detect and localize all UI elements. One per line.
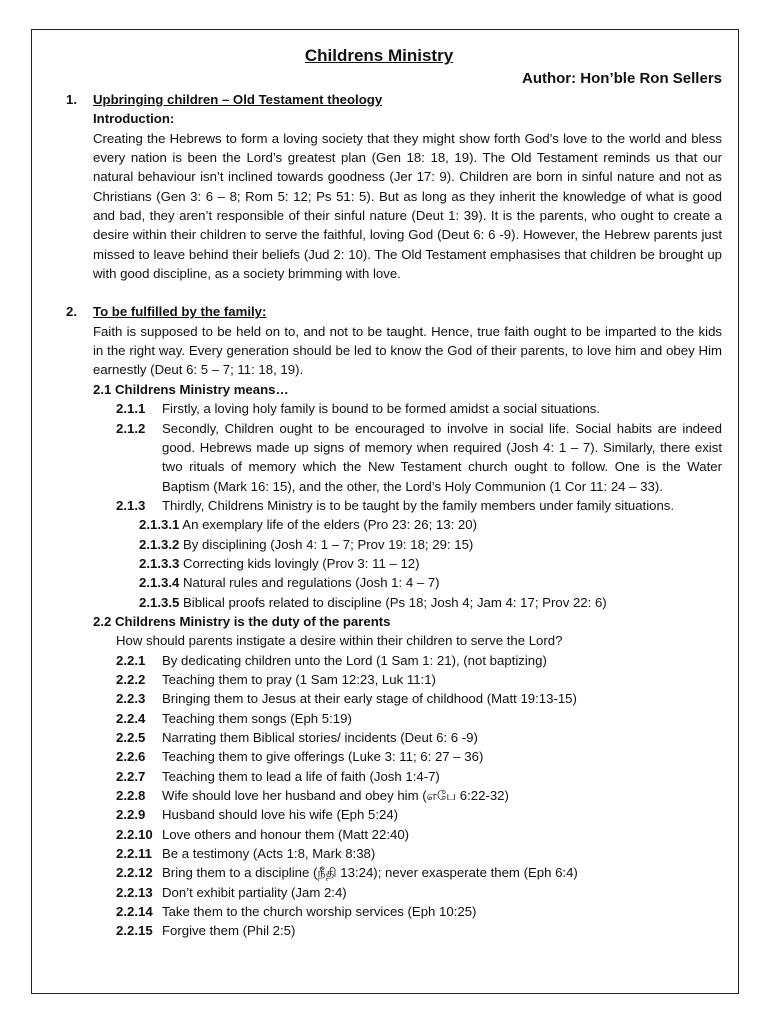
list-item: [66, 651, 722, 670]
list-item: [66, 515, 722, 534]
document-title: Childrens Ministry: [304, 46, 454, 65]
subsection-2-2-heading: 2.2 Childrens Ministry is the duty of the parents: [93, 613, 391, 629]
list-item-text: Natural rules and regulations (Josh 1: 4 – 7): [179, 575, 440, 591]
list-item-text: Biblical proofs related to discipline (Ps 18; Josh 4; Jam 4: 17; Prov 22: 6): [179, 594, 607, 610]
list-item: [66, 844, 722, 863]
list-item-number: 2.2.12: [116, 865, 153, 881]
list-item-text: Firstly, a loving holy family is bound to be formed amidst a social situations.: [162, 401, 601, 417]
list-item: [66, 902, 722, 921]
list-item-text: Bring them to a discipline (நீதி 13:24); never exasperate them (Eph 6:4): [162, 865, 578, 881]
list-item-text: Husband should love his wife (Eph 5:24): [162, 807, 399, 823]
list-item-text: By dedicating children unto the Lord (1 Sam 1: 21), (not baptizing): [162, 652, 547, 668]
list-item: [66, 689, 722, 708]
list-item-number: 2.1.1: [116, 401, 146, 417]
section-2-paragraph: Faith is supposed to be held on to, and not to be taught. Hence, true faith ought to be imparted to the kids in the right way. Every generation should be led to know the God of their parents, to love him and obey Him earnestly (Deut 6: 5 – 7; 11: 18, 19).: [93, 323, 722, 378]
list-item-text: By disciplining (Josh 4: 1 – 7; Prov 19: 18; 29: 15): [179, 536, 474, 552]
list-item-number: 2.1.3.2: [139, 536, 180, 552]
list-item: [66, 419, 722, 496]
list-item: [66, 709, 722, 728]
section-2-number: 2.: [66, 304, 77, 320]
list-item: [66, 805, 722, 824]
list-item-number: 2.2.13: [116, 884, 153, 900]
section-1-heading: [66, 90, 722, 109]
list-item-number: 2.1.3.4: [139, 575, 180, 591]
list-item-text: Thirdly, Childrens Ministry is to be taught by the family members under family situations.: [162, 497, 675, 513]
list-item-number: 2.2.5: [116, 730, 146, 745]
list-item-number: 2.2.11: [116, 846, 152, 862]
list-item: [66, 728, 722, 747]
list-item-number: 2.2.3: [116, 691, 146, 707]
list-item-text: Take them to the church worship services (Eph 10:25): [162, 904, 477, 920]
list-item: [66, 883, 722, 902]
list-item: [66, 593, 722, 612]
list-item-text: Teaching them to lead a life of faith (Josh 1:4-7): [162, 768, 440, 784]
list-item: [66, 670, 722, 689]
list-item: [66, 554, 722, 573]
list-item-number: 2.2.2: [116, 671, 146, 687]
list-item-number: 2.1.3.1: [139, 517, 180, 533]
section-1-title: Upbringing children – Old Testament theology: [93, 92, 383, 107]
document-body: [66, 44, 722, 941]
list-item-text: Be a testimony (Acts 1:8, Mark 8:38): [162, 846, 376, 862]
list-item-number: 2.2.4: [116, 710, 146, 726]
section-1-number: 1.: [66, 92, 77, 107]
section-2-heading: [66, 302, 722, 321]
document-author: Author: Hon’ble Ron Sellers: [521, 70, 722, 87]
list-item-number: 2.2.14: [116, 904, 153, 920]
list-item: [66, 825, 722, 844]
list-item: [66, 747, 722, 766]
list-item-text: Correcting kids lovingly (Prov 3: 11 – 12): [179, 555, 420, 571]
list-item-number: 2.1.3.5: [139, 594, 180, 610]
list-item: [66, 921, 722, 940]
list-item-number: 2.2.9: [116, 807, 146, 823]
section-2-title: To be fulfilled by the family:: [93, 304, 267, 320]
list-item: [66, 573, 722, 592]
introduction-label: Introduction:: [93, 111, 175, 127]
list-item: [66, 399, 722, 418]
list-item-text: Don’t exhibit partiality (Jam 2:4): [162, 884, 347, 900]
list-item-number: 2.2.8: [116, 788, 146, 804]
list-item-number: 2.1.3: [116, 497, 146, 513]
list-item: [66, 496, 722, 515]
list-item-text: An exemplary life of the elders (Pro 23: 26; 13: 20): [179, 517, 477, 533]
list-item-number: 2.2.10: [116, 826, 153, 842]
list-item-number: 2.2.7: [116, 768, 146, 784]
list-item-text: Bringing them to Jesus at their early stage of childhood (Matt 19:13-15): [162, 691, 577, 707]
list-item-text: Teaching them to pray (1 Sam 12:23, Luk 11:1): [162, 671, 436, 687]
subsection-2-1-heading: 2.1 Childrens Ministry means…: [93, 381, 289, 397]
list-item: [66, 535, 722, 554]
list-item-text: Wife should love her husband and obey him (எபே 6:22-32): [162, 788, 509, 804]
list-item-text: Secondly, Children ought to be encouraged to involve in social life. Social habits are indeed good. Hebrews made up signs of memory when required (Josh 4: 1 – 7). Similarly, there exist two rituals of memory which the New Testament church ought to follow. One is the Water Baptism (Mark 16: 15), and the other, the Lord’s Holy Communion (1 Cor 11: 24 – 33).: [162, 420, 722, 494]
introduction-paragraph: Creating the Hebrews to form a loving society that they might show forth God’s love to the world and bless every nation is been the Lord’s greatest plan (Gen 18: 18, 19). The Old Testament reminds us that our natural behaviour isn’t inclined towards goodness (Jer 17: 9). Children are born in sinful nature and not as Christians (Gen 3: 6 – 8; Rom 5: 12; Ps 51: 5). But as long as they inherit the knowledge of what is good and bad, they aren’t responsible of their sinful nature (Deut 1: 39). It is the parents, who ought to create a desire within their children to serve the faithful, loving God (Deut 6: 6 -9). However, the Hebrew parents just missed to leave behind their beliefs (Jud 2: 10). The Old Testament emphasises that children be brought up with good discipline, as a society brimming with love.: [93, 130, 722, 282]
list-item-number: 2.1.2: [116, 420, 146, 436]
list-item-text: Teaching them to give offerings (Luke 3: 11; 6: 27 – 36): [162, 749, 484, 765]
list-item-text: Teaching them songs (Eph 5:19): [162, 710, 352, 726]
list-item-text: Love others and honour them (Matt 22:40): [162, 826, 410, 842]
list-item-number: 2.2.6: [116, 749, 146, 765]
list-item-text: Forgive them (Phil 2:5): [162, 923, 296, 939]
list-item: [66, 786, 722, 805]
list-item-text: Narrating them Biblical stories/ incidents (Deut 6: 6 -9): [162, 730, 478, 745]
list-item-number: 2.1.3.3: [139, 555, 180, 571]
list-item: [66, 767, 722, 786]
list-item-number: 2.2.15: [116, 923, 153, 939]
list-item-number: 2.2.1: [116, 652, 146, 668]
subsection-2-2-question: How should parents instigate a desire within their children to serve the Lord?: [116, 633, 563, 649]
list-item: [66, 863, 722, 882]
